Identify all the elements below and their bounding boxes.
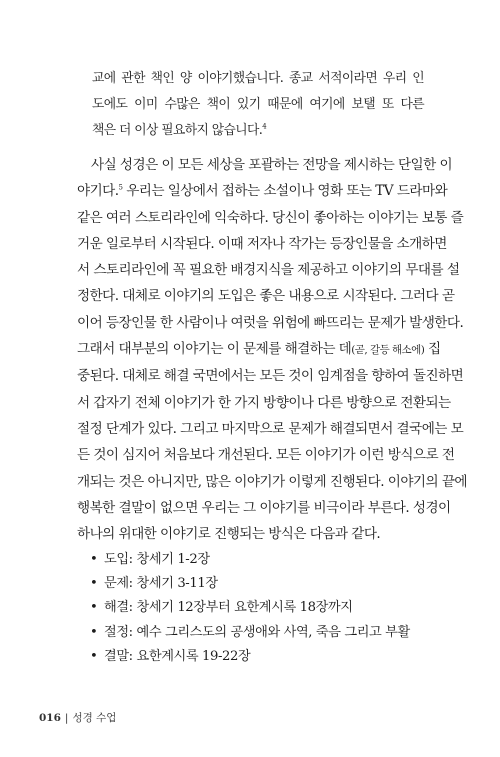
paragraph-line: 정한다. 대체로 이야기의 도입은 좋은 내용으로 시작된다. 그러다 곧 bbox=[77, 288, 455, 305]
body-paragraph bbox=[77, 152, 467, 547]
page-footer bbox=[39, 710, 116, 725]
paragraph-line bbox=[77, 178, 448, 204]
list-item bbox=[90, 596, 410, 620]
list-item-text: 해결: 창세기 12장부터 요한계시록 18장까지 bbox=[104, 600, 353, 616]
bullet-icon: • bbox=[90, 648, 98, 664]
list-item-text: 문제: 창세기 3-11장 bbox=[104, 576, 218, 592]
list-item-text: 결말: 요한계시록 19-22장 bbox=[104, 648, 251, 664]
paragraph-line: 절정 단계가 있다. 그리고 마지막으로 문제가 해결되면서 결국에는 모 bbox=[77, 420, 464, 437]
paragraph-line: 하나의 위대한 이야기로 진행되는 방식은 다음과 같다. bbox=[77, 526, 381, 543]
bullet-icon: • bbox=[90, 600, 98, 616]
block-quote bbox=[92, 66, 424, 144]
paragraph-line: 이어 등장인물 한 사람이나 여럿을 위험에 빠뜨리는 문제가 발생한다. bbox=[77, 314, 464, 331]
list-item bbox=[90, 621, 410, 645]
quote-line: 교에 관한 책인 양 이야기했습니다. 종교 서적이라면 우리 인 bbox=[92, 71, 424, 86]
paragraph-line: 든 것이 심지어 처음보다 개선된다. 모든 이야기가 이런 방식으로 전 bbox=[77, 447, 455, 464]
paragraph-text: 그래서 대부분의 이야기는 이 문제를 해결하는 데 bbox=[77, 341, 352, 358]
paragraph-line: 서 갑자기 전체 이야기가 한 가지 방향이나 다른 방향으로 전환되는 bbox=[77, 394, 451, 411]
bullet-icon: • bbox=[90, 624, 98, 640]
bullet-icon: • bbox=[90, 552, 98, 567]
paragraph-line: 거운 일로부터 시작된다. 이때 저자나 작가는 등장인물을 소개하면 bbox=[77, 235, 447, 252]
footer-separator: | bbox=[64, 712, 69, 724]
list-item-text: 절정: 예수 그리스도의 공생애와 사역, 죽음 그리고 부활 bbox=[104, 624, 410, 640]
paragraph-line: 사실 성경은 이 모든 세상을 포괄하는 전망을 제시하는 단일한 이 bbox=[91, 157, 453, 173]
paragraph-line: 행복한 결말이 없으면 우리는 그 이야기를 비극이라 부른다. 성경이 bbox=[77, 499, 451, 516]
paragraph-line bbox=[77, 336, 441, 363]
paragraph-text: 집 bbox=[424, 341, 441, 358]
paragraph-text: 우리는 일상에서 접하는 소설이나 영화 또는 TV 드라마와 bbox=[122, 183, 448, 200]
paragraph-line: 서 스토리라인에 꼭 필요한 배경지식을 제공하고 이야기의 무대를 설 bbox=[77, 262, 460, 279]
list-item bbox=[90, 572, 410, 596]
list-item bbox=[90, 645, 410, 669]
parenthetical-note: (곧, 갈등 해소에) bbox=[351, 344, 425, 357]
book-title: 성경 수업 bbox=[72, 712, 117, 724]
story-structure-list bbox=[90, 548, 410, 669]
page-number: 016 bbox=[39, 712, 61, 724]
paragraph-line: 중된다. 대체로 해결 국면에서는 모든 것이 임계점을 향하여 돌진하면 bbox=[77, 368, 464, 385]
paragraph-text: 야기다. bbox=[77, 183, 119, 200]
list-item bbox=[90, 548, 410, 572]
list-item-text: 도입: 창세기 1-2장 bbox=[104, 552, 210, 567]
paragraph-line: 개되는 것은 아니지만, 많은 이야기가 이렇게 진행된다. 이야기의 끝에 bbox=[77, 473, 467, 490]
footnote-marker: 4 bbox=[262, 122, 267, 131]
quote-line bbox=[92, 118, 424, 144]
footnote-marker: 5 bbox=[118, 183, 123, 192]
bullet-icon: • bbox=[90, 576, 98, 592]
paragraph-line: 같은 여러 스토리라인에 익숙하다. 당신이 좋아하는 이야기는 보통 즐 bbox=[77, 209, 464, 226]
quote-line-text: 책은 더 이상 필요하지 않습니다. bbox=[92, 123, 263, 138]
quote-line: 도에도 이미 수많은 책이 있기 때문에 여기에 보탤 또 다른 bbox=[92, 97, 424, 112]
